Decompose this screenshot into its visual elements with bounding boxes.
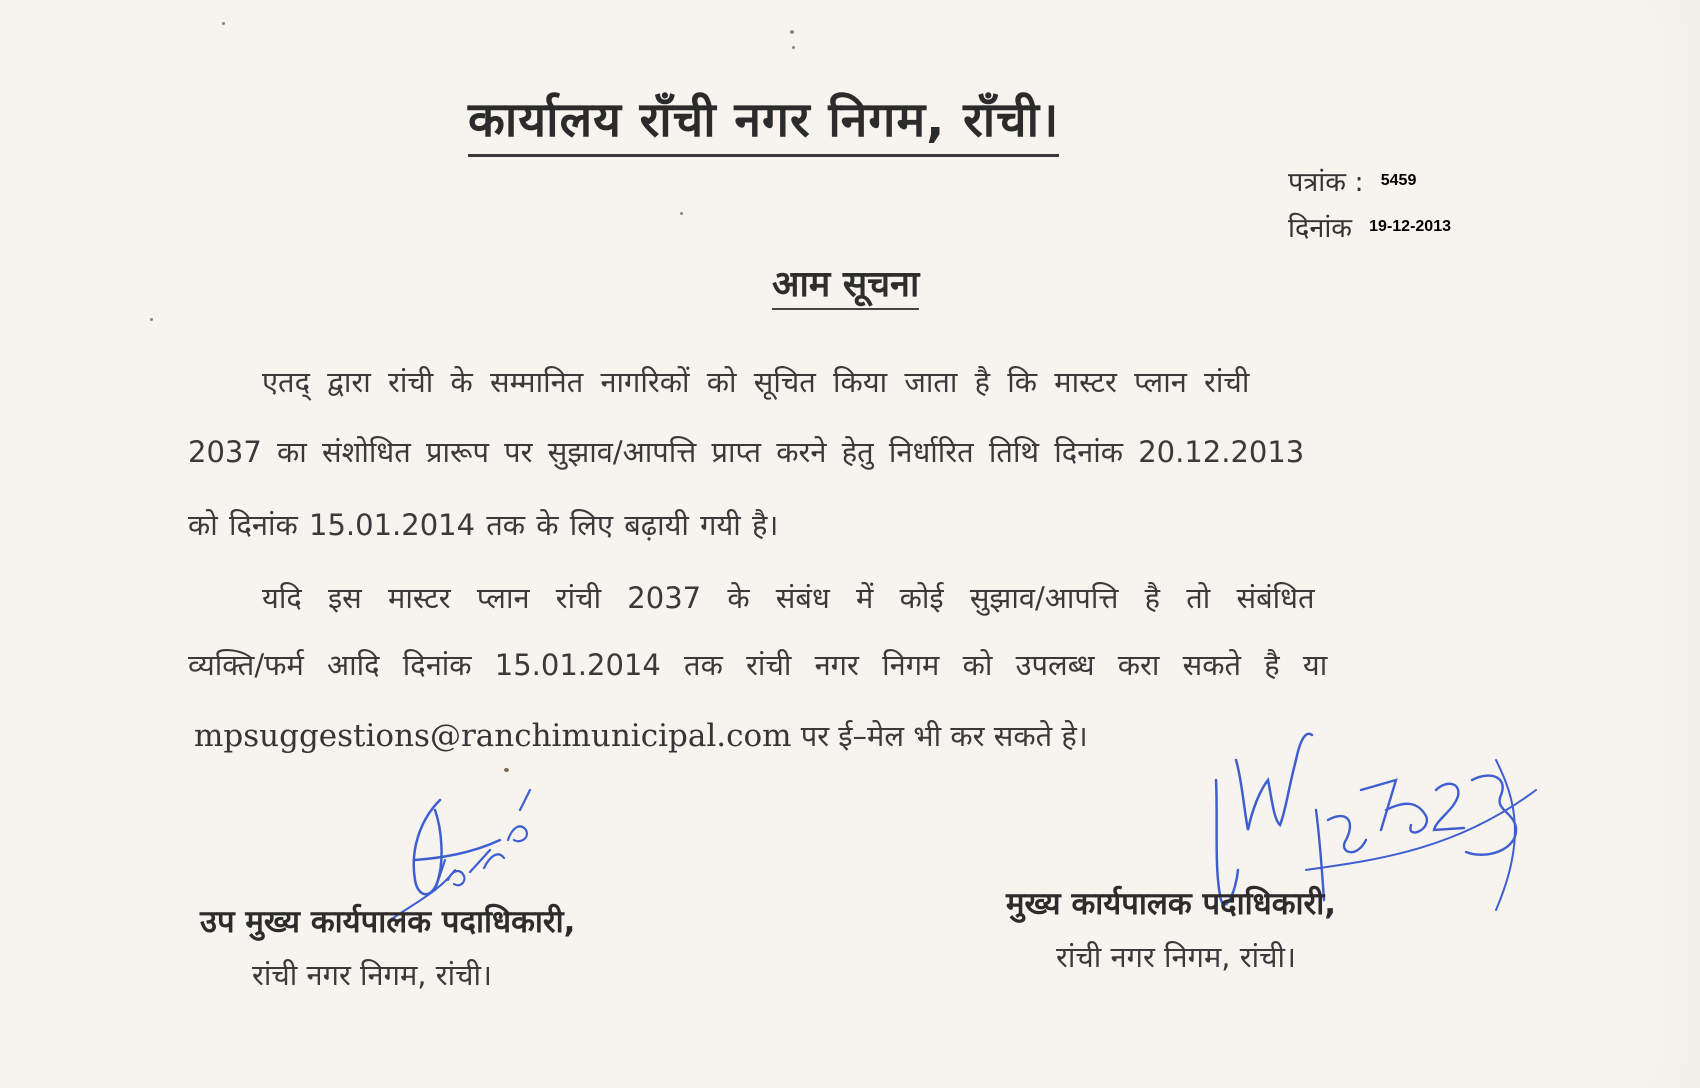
reference-number: 5459	[1380, 171, 1417, 189]
date-value: 19-12-2013	[1369, 217, 1451, 235]
reference-label: पत्रांक :	[1288, 167, 1364, 198]
notice-subject: आम सूचना	[772, 262, 919, 310]
body-line-4: यदि इस मास्टर प्लान रांची 2037 के संबंध में कोई सुझाव/आपत्ति है तो संबंधित	[262, 581, 1315, 615]
date-label: दिनांक	[1288, 213, 1353, 244]
deputy-signatory-office: रांची नगर निगम, रांची।	[252, 958, 493, 992]
body-line-3: को दिनांक 15.01.2014 तक के लिए बढ़ायी गयी है।	[188, 508, 779, 542]
body-line-2: 2037 का संशोधित प्रारूप पर सुझाव/आपत्ति प्राप्त करने हेतु निर्धारित तिथि दिनांक 20.12.2013	[188, 435, 1305, 469]
date-row	[1288, 208, 1451, 245]
chief-signatory-office: रांची नगर निगम, रांची।	[1056, 940, 1297, 974]
body-line-5: व्यक्ति/फर्म आदि दिनांक 15.01.2014 तक रांची नगर निगम को उपलब्ध करा सकते है या	[188, 648, 1328, 682]
body-line-6	[194, 716, 1088, 756]
reference-number-row	[1288, 162, 1416, 199]
office-header: कार्यालय राँची नगर निगम, राँची।	[468, 88, 1059, 157]
chief-signatory-title: मुख्य कार्यपालक पदाधिकारी,	[1006, 886, 1337, 922]
deputy-signatory-title: उप मुख्य कार्यपालक पदाधिकारी,	[200, 904, 576, 940]
body-line-1: एतद् द्वारा रांची के सम्मानित नागरिकों को सूचित किया जाता है कि मास्टर प्लान रांची	[262, 365, 1250, 399]
email-suffix: पर ई–मेल भी कर सकते हे।	[800, 719, 1088, 753]
email-address: mpsuggestions@ranchimunicipal.com	[194, 718, 792, 754]
